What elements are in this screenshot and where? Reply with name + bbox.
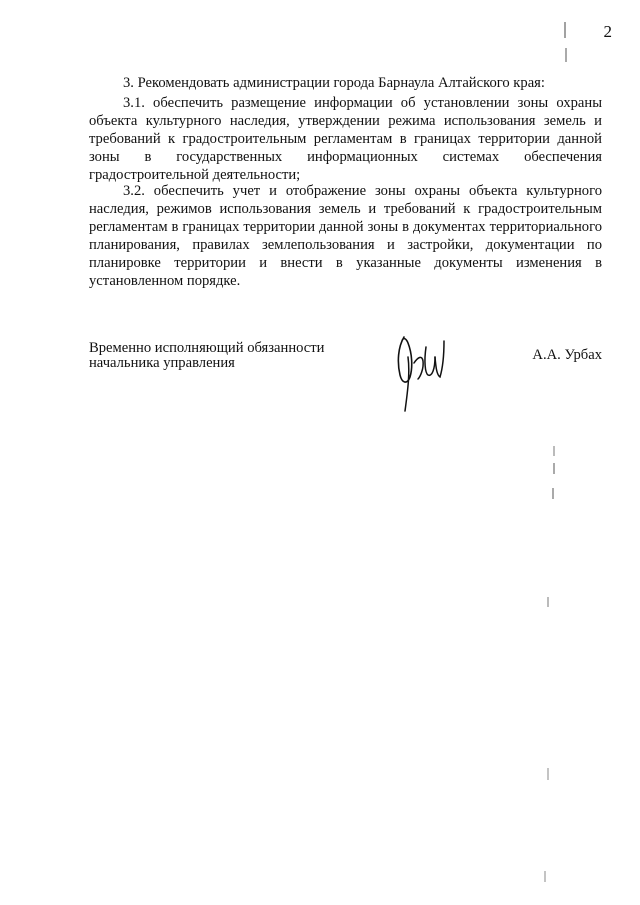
signatory-title-line2: начальника управления <box>89 355 235 371</box>
paragraph-3-1-text: 3.1. обеспечить размещение информации об установлении зоны охраны объекта культурного наследия, утверждении режима использования земель и требований к градостроительным регламентам в границах территории данной зоны в государственных информационных системах обеспечения градостроительной деятельности; <box>89 95 602 183</box>
page-number: 2 <box>603 22 612 41</box>
signatory-name: А.А. Урбах <box>532 347 602 363</box>
paragraph-3-2 <box>89 182 602 290</box>
paragraph-3 <box>89 74 602 92</box>
handwritten-signature <box>388 327 458 417</box>
signatory-title <box>89 341 324 371</box>
paragraph-3-text: 3. Рекомендовать администрации города Барнаула Алтайского края: <box>123 75 545 91</box>
signatory-title-line1: Временно исполняющий обязанности <box>89 340 325 356</box>
paragraph-3-1 <box>89 94 602 184</box>
paragraph-3-2-text: 3.2. обеспечить учет и отображение зоны охраны объекта культурного наследия, режимов использования земель и требований к градостроительным регламентам в границах территории данной зоны в документах территориального планирования, правилах землепользования и застройки, документации по планировке территории и внести в указанные документы изменения в установленном порядке. <box>89 183 602 289</box>
